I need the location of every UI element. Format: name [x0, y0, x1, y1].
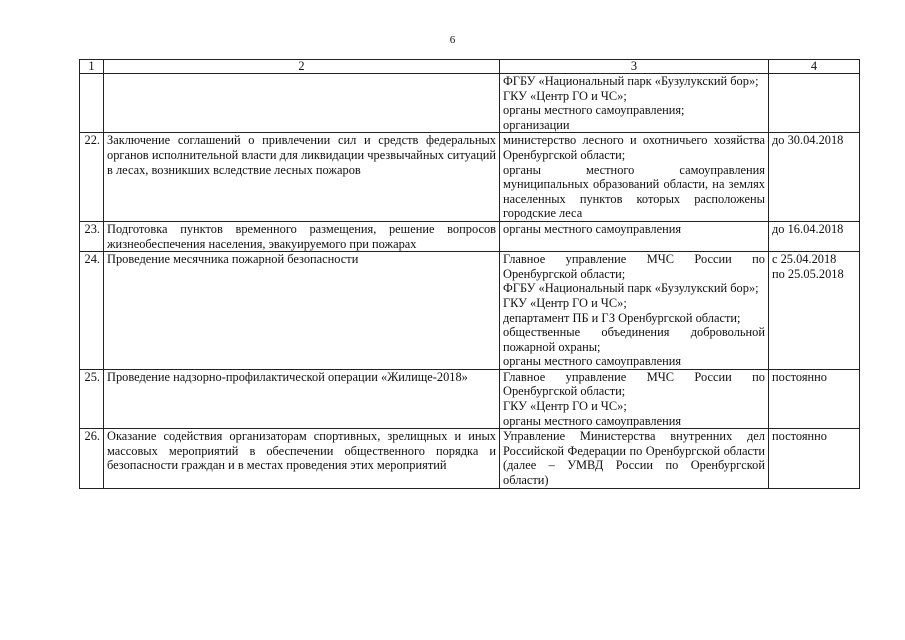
- table-row: [80, 429, 860, 488]
- deadline: [769, 133, 860, 222]
- column-header-3: 3: [500, 60, 769, 74]
- row-number: 22.: [80, 133, 104, 222]
- measure-description: Проведение надзорно-профилактической операции «Жилище-2018»: [104, 369, 500, 428]
- responsible-item: органы местного самоуправления: [503, 221, 682, 236]
- responsible-executors: [500, 221, 769, 251]
- responsible-item: ГКУ «Центр ГО и ЧС»;: [503, 399, 627, 414]
- measure-description: [104, 74, 500, 133]
- table-body: [80, 74, 860, 489]
- deadline-item: до 30.04.2018: [772, 133, 844, 148]
- table-header-row: [80, 60, 860, 74]
- responsible-executors: [500, 429, 769, 488]
- deadline: [769, 74, 860, 133]
- deadline-item: до 16.04.2018: [772, 221, 844, 236]
- measures-table: [79, 59, 860, 489]
- responsible-item: ФГБУ «Национальный парк «Бузулукский бор»;: [503, 74, 759, 88]
- deadline: [769, 369, 860, 428]
- responsible-item: организации: [503, 117, 570, 132]
- measure-description: Проведение месячника пожарной безопасности: [104, 252, 500, 370]
- responsible-executors: [500, 252, 769, 370]
- row-number: 24.: [80, 252, 104, 370]
- table-row: [80, 133, 860, 222]
- responsible-item: ГКУ «Центр ГО и ЧС»;: [503, 295, 627, 310]
- table-row: [80, 369, 860, 428]
- responsible-item: ФГБУ «Национальный парк «Бузулукский бор»;: [503, 281, 759, 296]
- table-row: [80, 221, 860, 251]
- row-number: 23.: [80, 221, 104, 251]
- table-row: [80, 74, 860, 133]
- column-header-1: 1: [80, 60, 104, 74]
- responsible-item: Главное управление МЧС России по Оренбургской области;: [503, 369, 765, 399]
- measure-description: Заключение соглашений о привлечении сил и средств федеральных органов исполнительной власти для ликвидации чрезвычайных ситуаций в лесах, возникших вследствие лесных пожаров: [104, 133, 500, 222]
- measure-description: Оказание содействия организаторам спортивных, зрелищных и иных массовых мероприятий в обеспечении общественного порядка и безопасности граждан и в местах проведения этих мероприятий: [104, 429, 500, 488]
- responsible-item: органы местного самоуправления: [503, 354, 682, 369]
- responsible-executors: [500, 369, 769, 428]
- row-number: [80, 74, 104, 133]
- responsible-item: органы местного самоуправления: [503, 413, 682, 428]
- responsible-executors: [500, 133, 769, 222]
- responsible-item: министерство лесного и охотничьего хозяйства Оренбургской области;: [503, 133, 765, 162]
- row-number: 25.: [80, 369, 104, 428]
- page-number: 6: [449, 34, 456, 46]
- table-row: [80, 252, 860, 370]
- deadline-item: постоянно: [772, 369, 828, 384]
- responsible-item: ГКУ «Центр ГО и ЧС»;: [503, 88, 627, 103]
- column-header-4: 4: [769, 60, 860, 74]
- responsible-item: Главное управление МЧС России по Оренбургской области;: [503, 252, 765, 281]
- deadline: [769, 429, 860, 488]
- measure-description: Подготовка пунктов временного размещения, решение вопросов жизнеобеспечения населения, эвакуируемого при пожарах: [104, 221, 500, 251]
- deadline-item: с 25.04.2018: [772, 252, 837, 267]
- responsible-executors: [500, 74, 769, 133]
- deadline-item: по 25.05.2018: [772, 266, 844, 281]
- responsible-item: департамент ПБ и ГЗ Оренбургской области;: [503, 310, 741, 325]
- row-number: 26.: [80, 429, 104, 488]
- responsible-item: органы местного самоуправления;: [503, 103, 685, 118]
- column-header-2: 2: [104, 60, 500, 74]
- responsible-item: общественные объединения добровольной пожарной охраны;: [503, 325, 765, 354]
- deadline: [769, 221, 860, 251]
- responsible-item: Управление Министерства внутренних дел Российской Федерации по Оренбургской области (далее – УМВД России по Оренбургской области): [503, 429, 765, 488]
- responsible-item: органы местного самоуправления муниципальных образований области, на землях населенных пунктов которых расположены городские леса: [503, 162, 765, 221]
- deadline-item: постоянно: [772, 429, 828, 444]
- deadline: [769, 252, 860, 370]
